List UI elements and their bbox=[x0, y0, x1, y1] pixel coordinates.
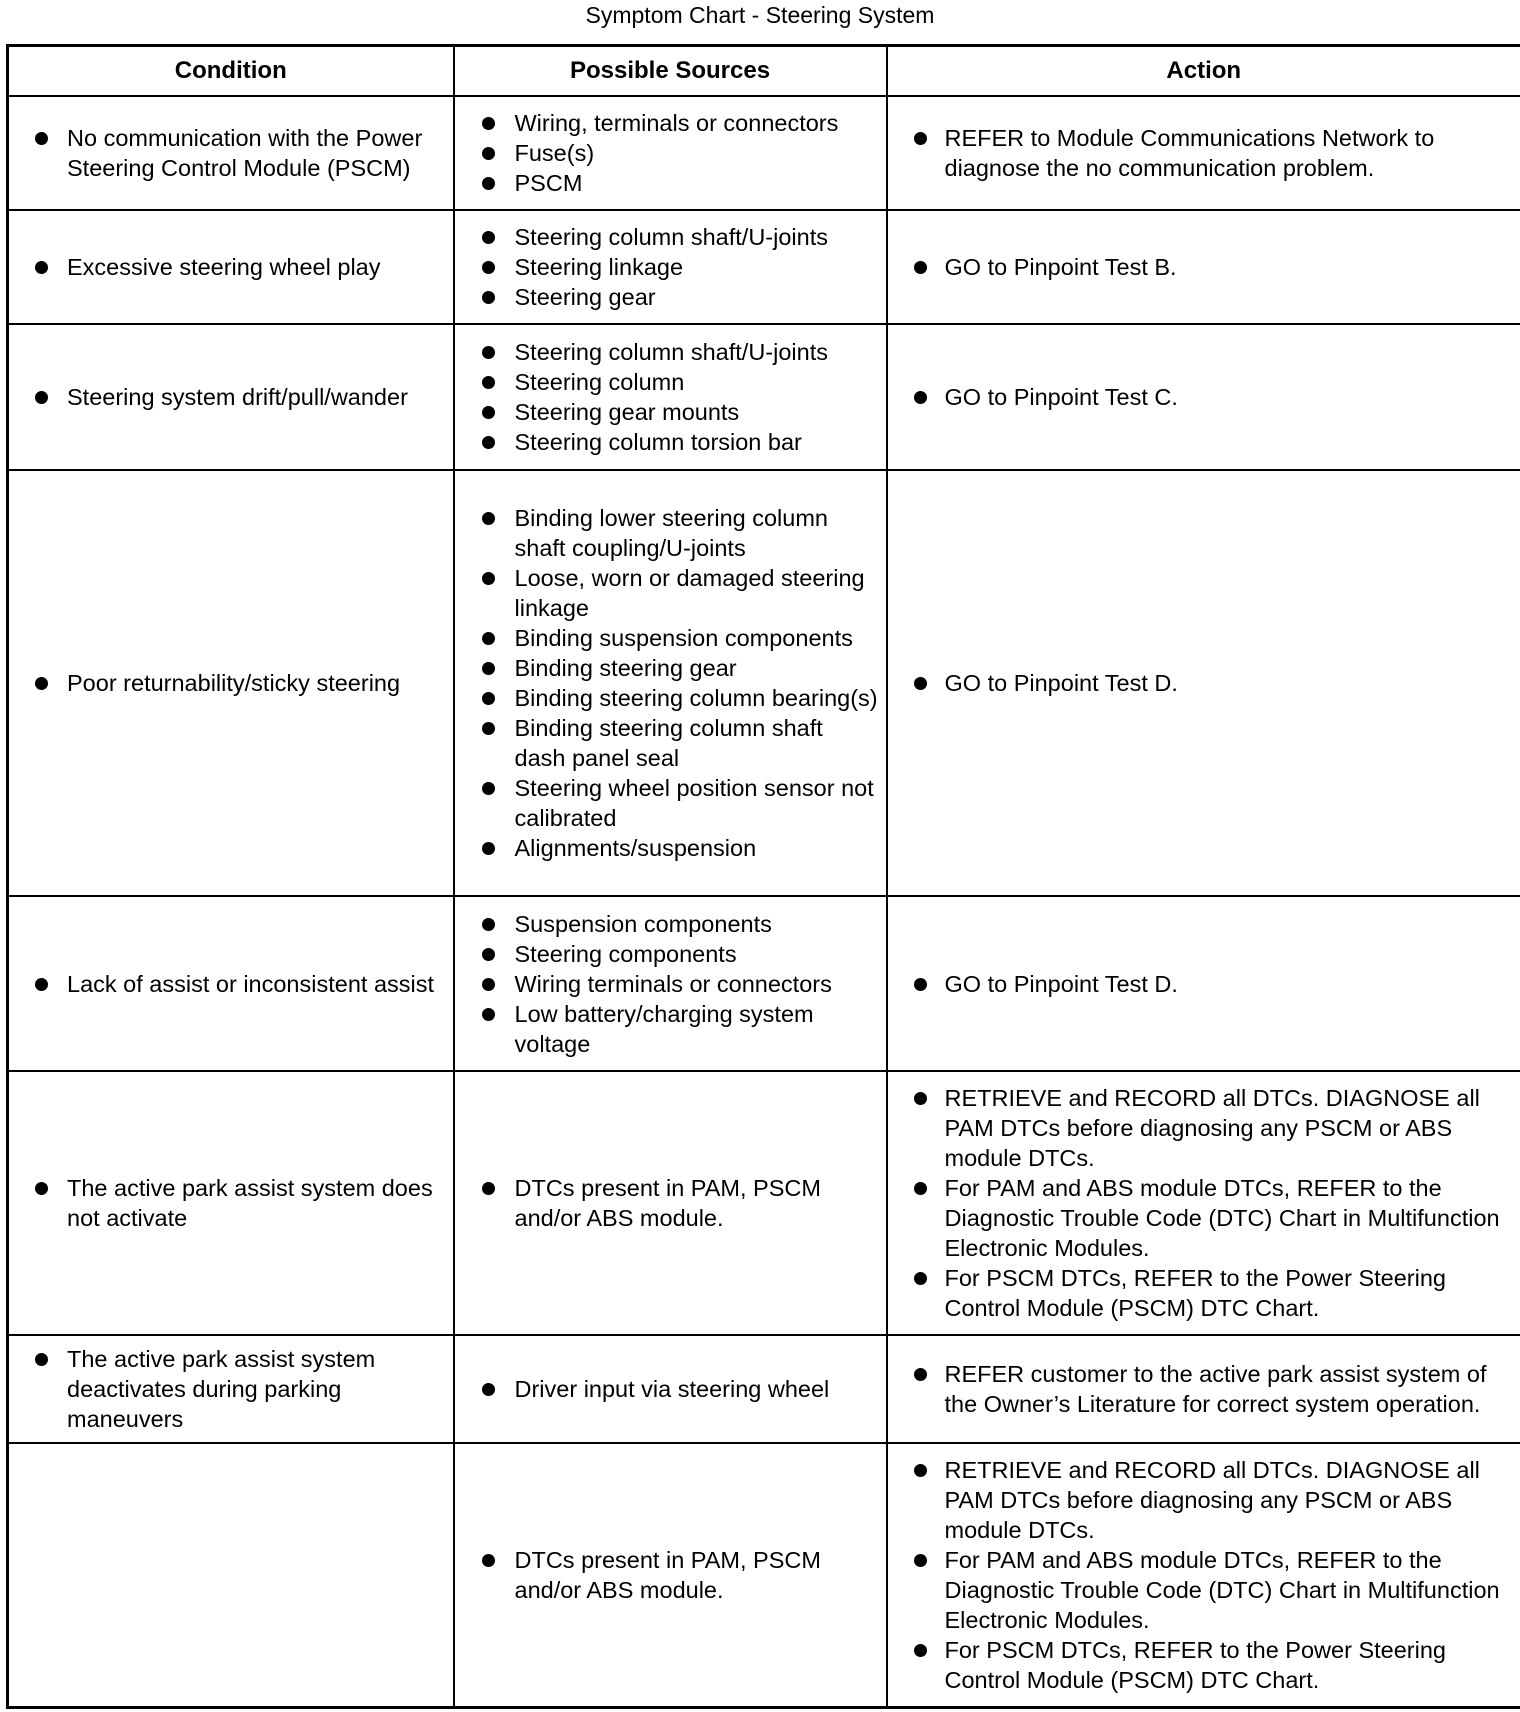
action-item: For PSCM DTCs, REFER to the Power Steering Control Module (PSCM) DTC Chart. bbox=[888, 1635, 1520, 1695]
sources-item: DTCs present in PAM, PSCM and/or ABS module. bbox=[455, 1173, 886, 1233]
sources-item: Binding suspension components bbox=[455, 623, 886, 653]
sources-cell bbox=[454, 896, 887, 1071]
condition-cell bbox=[8, 324, 454, 470]
sources-cell bbox=[454, 210, 887, 323]
condition-list bbox=[9, 382, 453, 412]
action-list bbox=[888, 969, 1520, 999]
action-list bbox=[888, 1359, 1520, 1419]
condition-item: Excessive steering wheel play bbox=[9, 252, 453, 282]
action-item: GO to Pinpoint Test B. bbox=[888, 252, 1520, 282]
sources-item: Steering components bbox=[455, 939, 886, 969]
sources-item: Wiring terminals or connectors bbox=[455, 969, 886, 999]
table-row bbox=[8, 96, 1520, 210]
action-list bbox=[888, 1455, 1520, 1695]
sources-item: PSCM bbox=[455, 168, 886, 198]
sources-item: Binding steering column shaft dash panel seal bbox=[455, 713, 886, 773]
sources-item: Steering wheel position sensor not calibrated bbox=[455, 773, 886, 833]
action-item: RETRIEVE and RECORD all DTCs. DIAGNOSE all PAM DTCs before diagnosing any PSCM or ABS module DTCs. bbox=[888, 1455, 1520, 1545]
condition-list bbox=[9, 123, 453, 183]
action-cell bbox=[887, 324, 1520, 470]
table-row bbox=[8, 470, 1520, 896]
table-row bbox=[8, 1443, 1520, 1707]
sources-item: Steering column bbox=[455, 367, 886, 397]
condition-list bbox=[9, 1173, 453, 1233]
sources-cell bbox=[454, 470, 887, 896]
header-possible-sources: Possible Sources bbox=[454, 46, 887, 97]
sources-item: Steering gear bbox=[455, 282, 886, 312]
condition-cell bbox=[8, 1071, 454, 1335]
action-item: REFER to Module Communications Network to diagnose the no communication problem. bbox=[888, 123, 1520, 183]
sources-item: Alignments/suspension bbox=[455, 833, 886, 863]
condition-cell bbox=[8, 1335, 454, 1443]
sources-item: Steering column shaft/U-joints bbox=[455, 222, 886, 252]
sources-item: Steering column shaft/U-joints bbox=[455, 337, 886, 367]
header-action: Action bbox=[887, 46, 1520, 97]
condition-list bbox=[9, 252, 453, 282]
symptom-table bbox=[6, 44, 1520, 1709]
action-cell bbox=[887, 470, 1520, 896]
condition-item: Poor returnability/sticky steering bbox=[9, 668, 453, 698]
sources-list bbox=[455, 1374, 886, 1404]
header-row bbox=[8, 46, 1520, 97]
sources-list bbox=[455, 337, 886, 457]
sources-item: Steering gear mounts bbox=[455, 397, 886, 427]
sources-item: Steering column torsion bar bbox=[455, 427, 886, 457]
action-list bbox=[888, 252, 1520, 282]
action-item: RETRIEVE and RECORD all DTCs. DIAGNOSE all PAM DTCs before diagnosing any PSCM or ABS module DTCs. bbox=[888, 1083, 1520, 1173]
sources-list bbox=[455, 503, 886, 863]
sources-cell bbox=[454, 1335, 887, 1443]
sources-cell bbox=[454, 1071, 887, 1335]
action-list bbox=[888, 382, 1520, 412]
condition-cell bbox=[8, 896, 454, 1071]
table-row bbox=[8, 1071, 1520, 1335]
action-cell bbox=[887, 896, 1520, 1071]
condition-cell bbox=[8, 470, 454, 896]
condition-list bbox=[9, 969, 453, 999]
action-item: For PAM and ABS module DTCs, REFER to the Diagnostic Trouble Code (DTC) Chart in Multifunction Electronic Modules. bbox=[888, 1173, 1520, 1263]
table-body bbox=[8, 96, 1520, 1708]
action-item: For PAM and ABS module DTCs, REFER to the Diagnostic Trouble Code (DTC) Chart in Multifunction Electronic Modules. bbox=[888, 1545, 1520, 1635]
sources-item: Wiring, terminals or connectors bbox=[455, 108, 886, 138]
header-condition: Condition bbox=[8, 46, 454, 97]
sources-list bbox=[455, 108, 886, 198]
sources-item: Binding steering gear bbox=[455, 653, 886, 683]
condition-cell bbox=[8, 1443, 454, 1707]
condition-item: The active park assist system deactivates during parking maneuvers bbox=[9, 1344, 453, 1434]
sources-item: DTCs present in PAM, PSCM and/or ABS module. bbox=[455, 1545, 886, 1605]
sources-list bbox=[455, 1545, 886, 1605]
action-item: REFER customer to the active park assist system of the Owner’s Literature for correct system operation. bbox=[888, 1359, 1520, 1419]
sources-item: Low battery/charging system voltage bbox=[455, 999, 886, 1059]
table-row bbox=[8, 1335, 1520, 1443]
sources-cell bbox=[454, 96, 887, 210]
sources-item: Suspension components bbox=[455, 909, 886, 939]
action-item: GO to Pinpoint Test D. bbox=[888, 668, 1520, 698]
condition-list bbox=[9, 668, 453, 698]
action-cell bbox=[887, 210, 1520, 323]
sources-list bbox=[455, 222, 886, 312]
condition-item: The active park assist system does not activate bbox=[9, 1173, 453, 1233]
action-list bbox=[888, 123, 1520, 183]
chart-title: Symptom Chart - Steering System bbox=[585, 2, 935, 28]
sources-item: Binding lower steering column shaft coupling/U-joints bbox=[455, 503, 886, 563]
action-cell bbox=[887, 96, 1520, 210]
sources-item: Binding steering column bearing(s) bbox=[455, 683, 886, 713]
action-cell bbox=[887, 1071, 1520, 1335]
condition-cell bbox=[8, 210, 454, 323]
condition-list bbox=[9, 1344, 453, 1434]
condition-cell bbox=[8, 96, 454, 210]
sources-item: Driver input via steering wheel bbox=[455, 1374, 886, 1404]
action-list bbox=[888, 668, 1520, 698]
action-cell bbox=[887, 1335, 1520, 1443]
action-item: GO to Pinpoint Test D. bbox=[888, 969, 1520, 999]
condition-item: No communication with the Power Steering Control Module (PSCM) bbox=[9, 123, 453, 183]
action-cell bbox=[887, 1443, 1520, 1707]
table-row bbox=[8, 210, 1520, 323]
sources-list bbox=[455, 1173, 886, 1233]
table-row bbox=[8, 896, 1520, 1071]
table-row bbox=[8, 324, 1520, 470]
sources-item: Fuse(s) bbox=[455, 138, 886, 168]
sources-list bbox=[455, 909, 886, 1059]
sources-cell bbox=[454, 324, 887, 470]
condition-item: Steering system drift/pull/wander bbox=[9, 382, 453, 412]
sources-item: Loose, worn or damaged steering linkage bbox=[455, 563, 886, 623]
action-item: GO to Pinpoint Test C. bbox=[888, 382, 1520, 412]
condition-item: Lack of assist or inconsistent assist bbox=[9, 969, 453, 999]
action-item: For PSCM DTCs, REFER to the Power Steering Control Module (PSCM) DTC Chart. bbox=[888, 1263, 1520, 1323]
sources-cell bbox=[454, 1443, 887, 1707]
action-list bbox=[888, 1083, 1520, 1323]
sources-item: Steering linkage bbox=[455, 252, 886, 282]
